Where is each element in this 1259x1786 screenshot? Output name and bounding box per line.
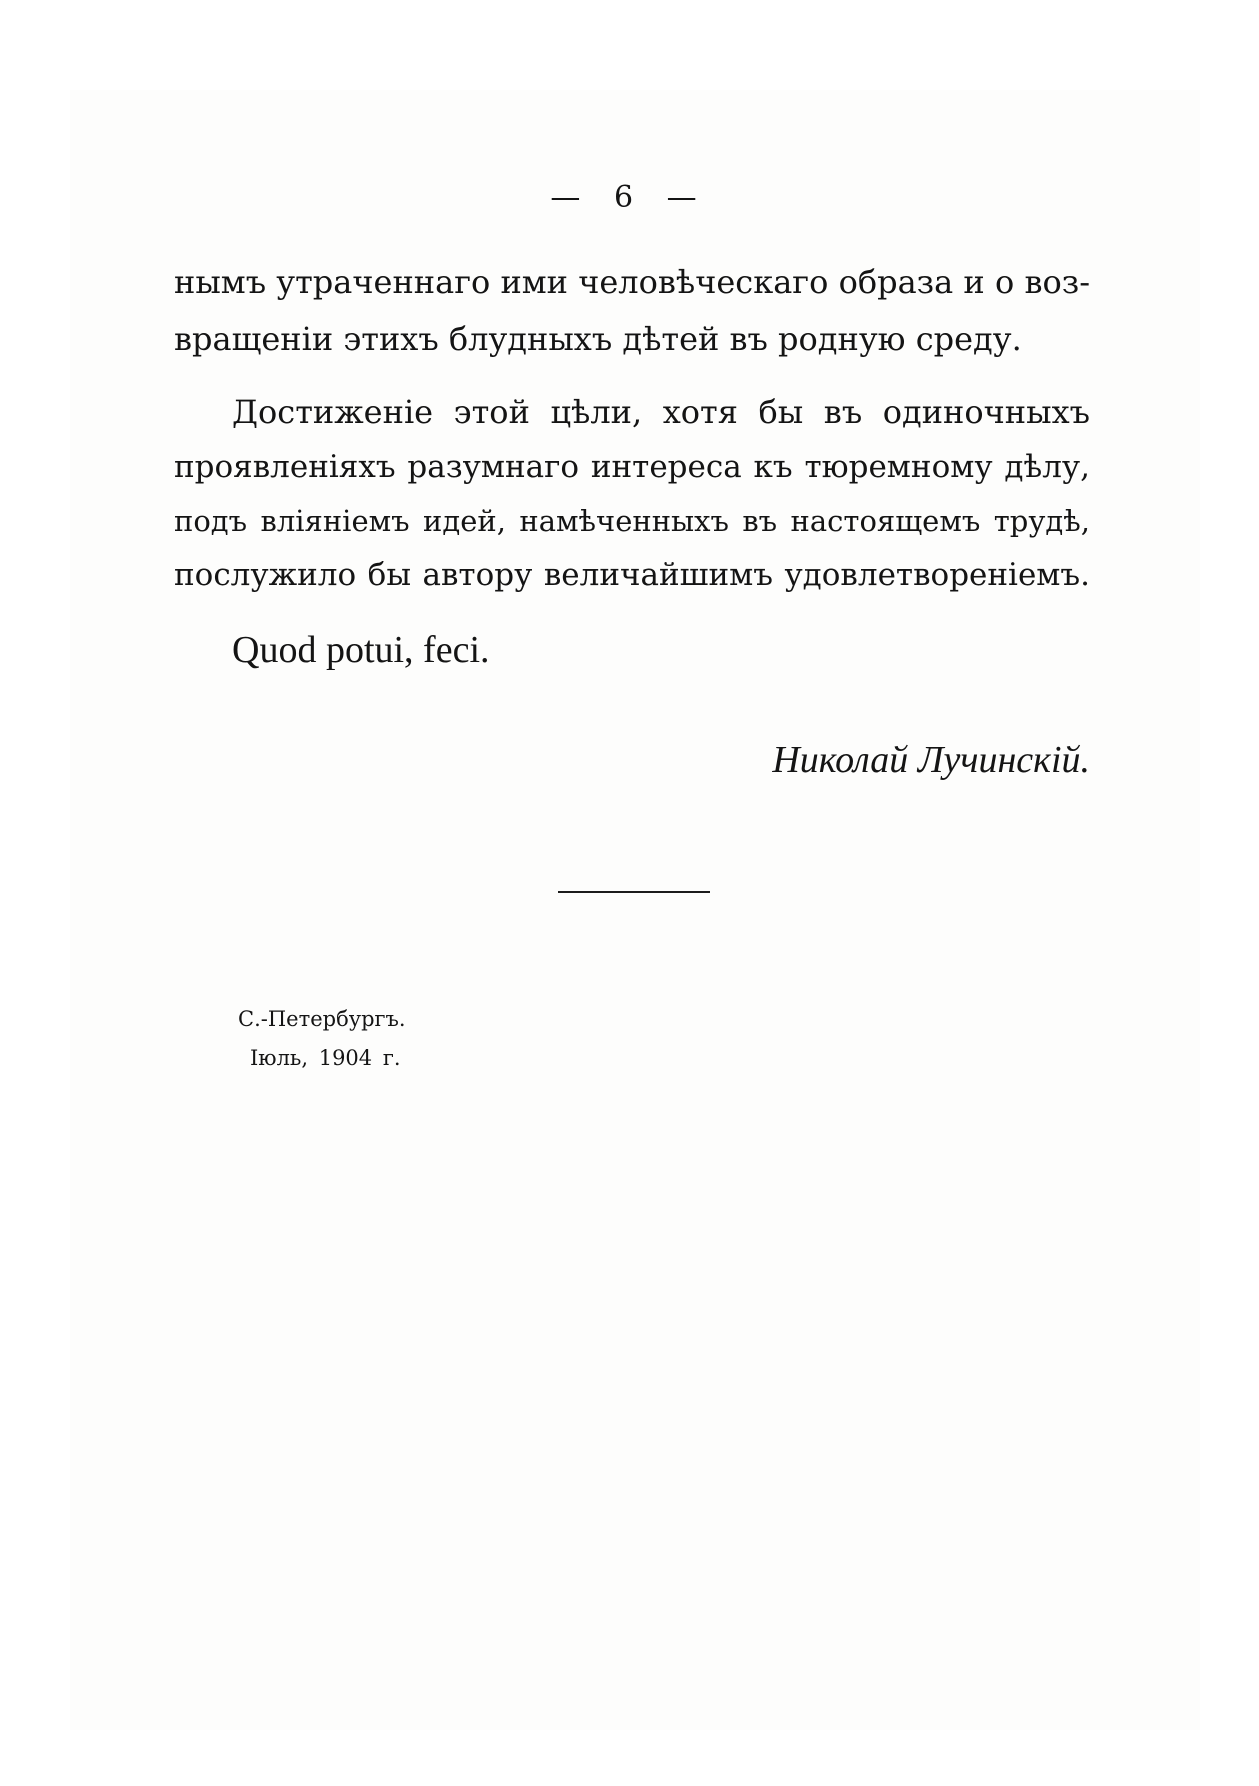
paragraph-2-line-1: Достиженіе этой цѣли, хотя бы въ одиночныхъ bbox=[232, 393, 1090, 431]
paragraph-1-line-1: нымъ утраченнаго ими человѣческаго образа и о воз- bbox=[174, 263, 1090, 301]
paragraph-2-line-3: подъ вліяніемъ идей, намѣченныхъ въ настоящемъ трудѣ, bbox=[174, 504, 1090, 538]
author-signature: Николай Лучинскій. bbox=[772, 739, 1090, 781]
latin-motto: Quod potui, feci. bbox=[232, 629, 490, 671]
paragraph-2-line-4: послужило бы автору величайшимъ удовлетвореніемъ. bbox=[174, 557, 1090, 593]
colophon-place: С.-Петербургъ. bbox=[238, 1007, 406, 1031]
section-divider bbox=[558, 891, 710, 893]
paragraph-2-line-2: проявленіяхъ разумнаго интереса къ тюремному дѣлу, bbox=[174, 449, 1090, 485]
paragraph-1-line-2: вращеніи этихъ блудныхъ дѣтей въ родную среду. bbox=[174, 320, 1022, 358]
colophon-date: Іюль, 1904 г. bbox=[250, 1046, 401, 1070]
page-number: — 6 — bbox=[550, 180, 709, 215]
